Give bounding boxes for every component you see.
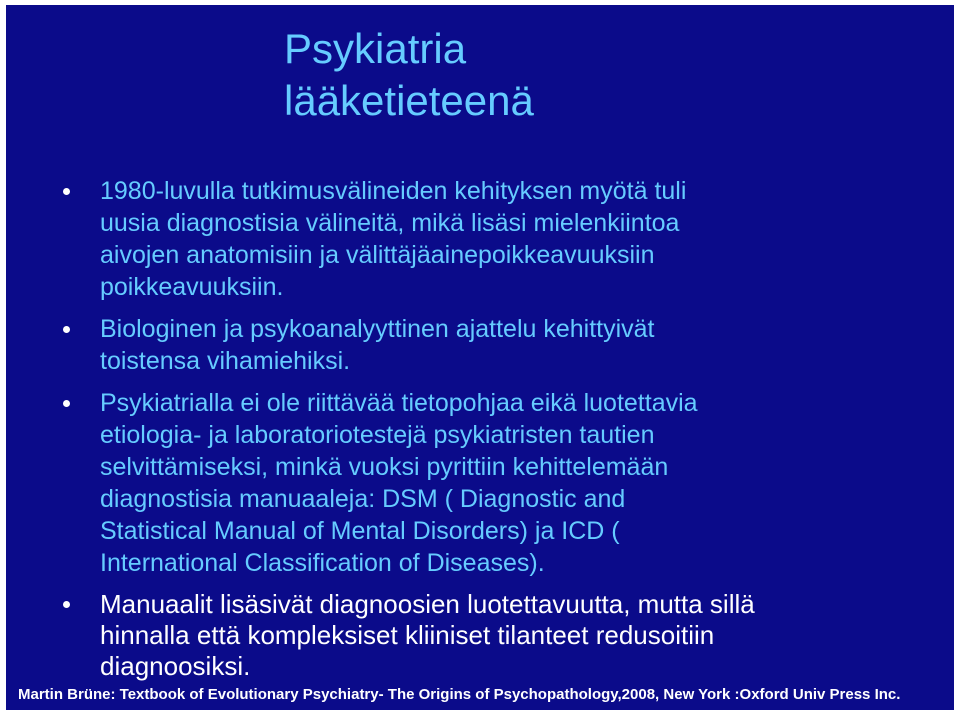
bullet-line: Manuaalit lisäsivät diagnoosien luotettavuutta, mutta sillä (100, 589, 755, 619)
bullet-line: diagnostisia manuaaleja: DSM ( Diagnostic and (100, 485, 626, 513)
slide-title-line: Psykiatria (284, 25, 467, 72)
slide-title (284, 23, 534, 127)
bullet-line: Psykiatrialla ei ole riittävää tietopohjaa eikä luotettavia (100, 389, 698, 417)
bullet-item (6, 175, 954, 303)
slide-title-line: lääketieteenä (284, 77, 534, 124)
bullet-dot-icon (63, 188, 70, 195)
bullet-dot-icon (63, 326, 70, 333)
bullet-item (6, 387, 954, 579)
bullet-dot-icon (63, 400, 70, 407)
bullet-item (6, 313, 954, 377)
bullet-line: selvittämiseksi, minkä vuoksi pyrittiin kehittelemään (100, 453, 669, 481)
bullet-line: Biologinen ja psykoanalyyttinen ajattelu kehittyivät (100, 315, 655, 343)
bullet-line: 1980-luvulla tutkimusvälineiden kehityksen myötä tuli (100, 177, 687, 205)
bullet-list (6, 175, 954, 682)
bullet-line: diagnoosiksi. (100, 651, 251, 681)
bullet-line: toistensa vihamiehiksi. (100, 347, 351, 375)
bullet-line: etiologia- ja laboratoriotestejä psykiatristen tautien (100, 421, 655, 449)
bullet-line: uusia diagnostisia välineitä, mikä lisäsi mielenkiintoa (100, 209, 680, 237)
slide (6, 5, 954, 710)
citation-footer: Martin Brüne: Textbook of Evolutionary Psychiatry- The Origins of Psychopathology,2008, New York :Oxford Univ Press Inc. (18, 686, 901, 703)
bullet-line: hinnalla että kompleksiset kliiniset tilanteet redusoitiin (100, 620, 715, 650)
bullet-line: Statistical Manual of Mental Disorders) ja ICD ( (100, 517, 620, 545)
bullet-line: aivojen anatomisiin ja välittäjäainepoikkeavuuksiin (100, 241, 655, 269)
bullet-line: poikkeavuuksiin. (100, 273, 284, 301)
bullet-line: International Classification of Diseases). (100, 549, 545, 577)
bullet-item (6, 589, 954, 682)
bullet-dot-icon (63, 601, 70, 608)
